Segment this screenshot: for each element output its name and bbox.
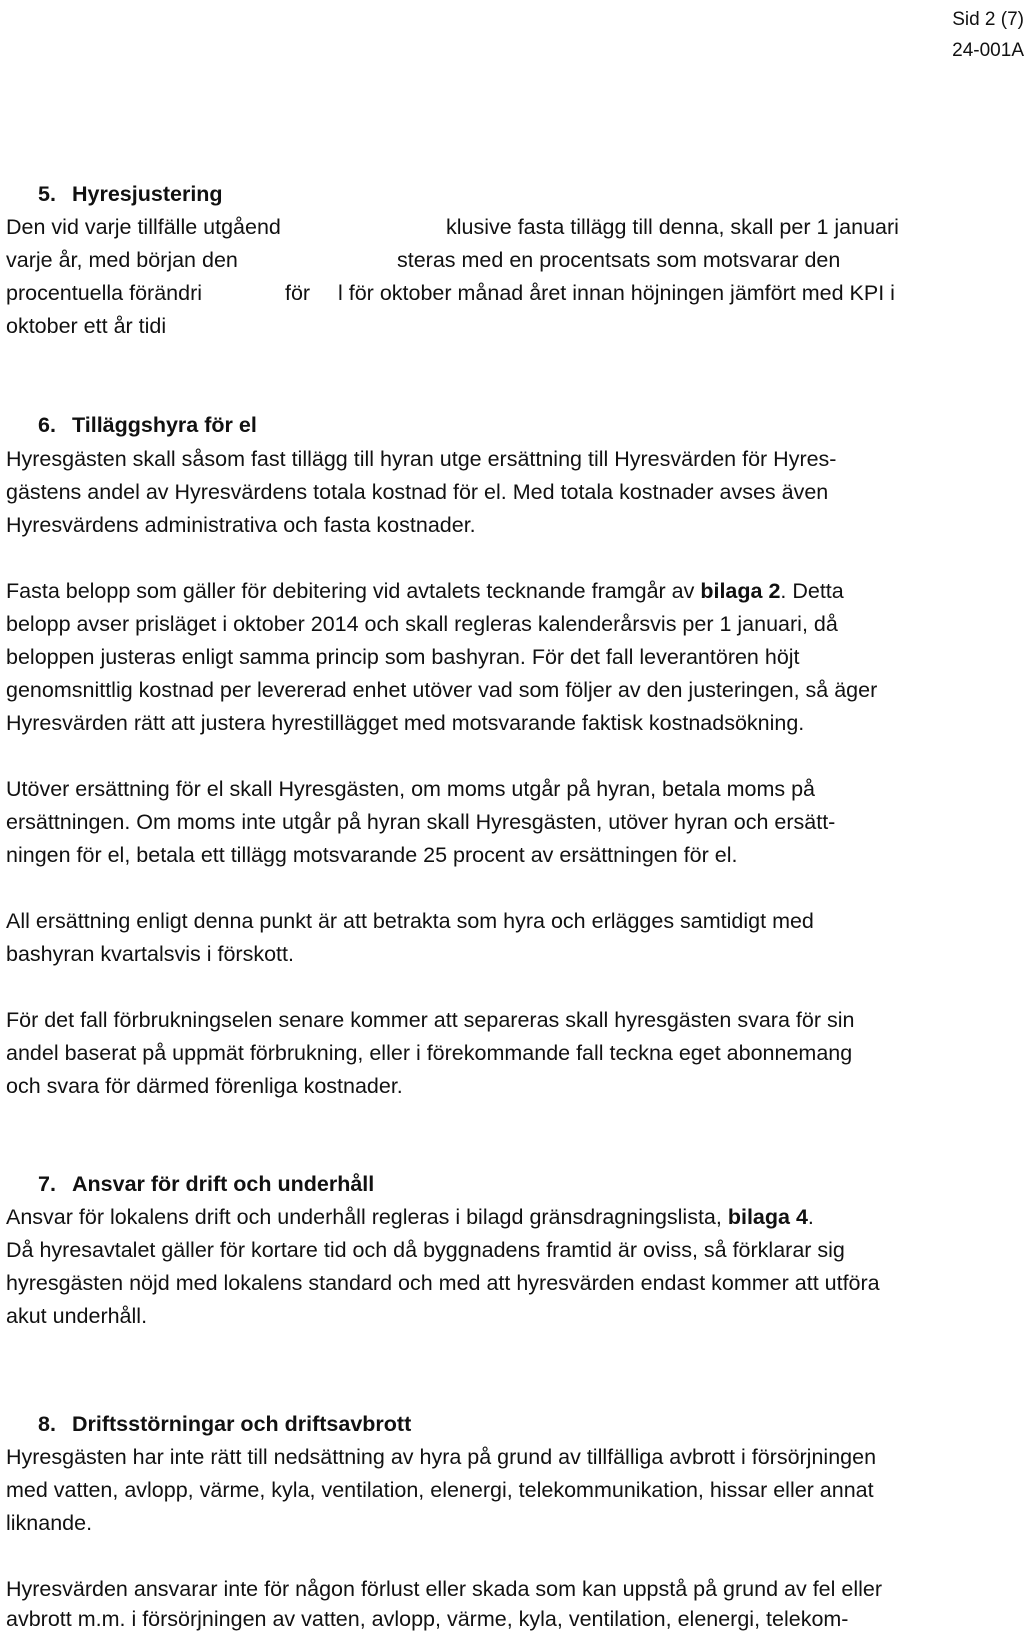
section-6-p5-line-3: och svara för därmed förenliga kostnader. xyxy=(6,1074,403,1098)
section-6-heading xyxy=(38,409,257,442)
section-6-p2-bilaga: bilaga 2 xyxy=(700,579,781,603)
section-8-p1-line-1: Hyresgästen har inte rätt till nedsättning av hyra på grund av tillfälliga avbrott i försörjningen xyxy=(6,1445,877,1469)
section-5-line-3b: för xyxy=(285,281,311,305)
section-7-title: Ansvar för drift och underhåll xyxy=(72,1172,375,1196)
section-7-text: Ansvar för lokalens drift och underhåll regleras i bilagd gränsdragningslista, xyxy=(6,1205,728,1229)
section-6-number: 6. xyxy=(38,413,56,437)
section-7-tail: . xyxy=(807,1205,814,1229)
page-number: Sid 2 (7) xyxy=(952,9,1024,30)
section-8-heading xyxy=(38,1408,411,1441)
section-5-line-2b: steras med en procentsats som motsvarar den xyxy=(397,248,841,272)
section-7-number: 7. xyxy=(38,1172,56,1196)
section-5-line-3a: procentuella förändri xyxy=(6,281,203,305)
document-reference: 24-001A xyxy=(952,40,1024,61)
section-5-line-4: oktober ett år tidi xyxy=(6,314,167,338)
section-6-p5-line-1: För det fall förbrukningselen senare kommer att separeras skall hyresgästen svara för sin xyxy=(6,1008,855,1032)
section-6-p3-line-3: ningen för el, betala ett tillägg motsvarande 25 procent av ersättningen för el. xyxy=(6,843,738,867)
page-header xyxy=(952,4,1024,66)
section-8-number: 8. xyxy=(38,1412,56,1436)
section-6-p1-line-1: Hyresgästen skall såsom fast tillägg till hyran utge ersättning till Hyresvärden för Hyres- xyxy=(6,447,837,471)
section-5-line-1a: Den vid varje tillfälle utgåend xyxy=(6,215,281,239)
section-6-p2-line-5: Hyresvärden rätt att justera hyrestillägget med motsvarande faktisk kostnadsökning. xyxy=(6,711,805,735)
section-5-title: Hyresjustering xyxy=(72,182,223,206)
section-6-p5-line-2: andel baserat på uppmät förbrukning, eller i förekommande fall teckna eget abonnemang xyxy=(6,1041,853,1065)
section-8-p1-line-2: med vatten, avlopp, värme, kyla, ventilation, elenergi, telekommunikation, hissar eller annat xyxy=(6,1478,874,1502)
section-6-p1-line-3: Hyresvärdens administrativa och fasta kostnader. xyxy=(6,513,476,537)
section-7-heading xyxy=(38,1168,374,1201)
section-6-p2-line-1 xyxy=(6,575,844,608)
section-6-p4-line-1: All ersättning enligt denna punkt är att betrakta som hyra och erlägges samtidigt med xyxy=(6,909,814,933)
section-6-p2-tail: . Detta xyxy=(780,579,844,603)
section-6-p3-line-2: ersättningen. Om moms inte utgår på hyran skall Hyresgästen, utöver hyran och ersätt- xyxy=(6,810,836,834)
section-8-title: Driftsstörningar och driftsavbrott xyxy=(72,1412,412,1436)
section-6-p3-line-1: Utöver ersättning för el skall Hyresgästen, om moms utgår på hyran, betala moms på xyxy=(6,777,815,801)
section-7-line-3: hyresgästen nöjd med lokalens standard och med att hyresvärden endast kommer att utföra xyxy=(6,1271,880,1295)
section-7-line-1 xyxy=(6,1201,814,1234)
section-6-p4-line-2: bashyran kvartalsvis i förskott. xyxy=(6,942,294,966)
section-6-p2-text: Fasta belopp som gäller för debitering vid avtalets tecknande framgår av xyxy=(6,579,701,603)
section-6-title: Tilläggshyra för el xyxy=(72,413,257,437)
section-6-p2-line-3: beloppen justeras enligt samma princip som bashyran. För det fall leverantören höjt xyxy=(6,645,800,669)
section-5-line-1b: klusive fasta tillägg till denna, skall per 1 januari xyxy=(446,215,899,239)
section-5-line-3c: l för oktober månad året innan höjningen jämfört med KPI i xyxy=(338,281,895,305)
section-8-p1-line-3: liknande. xyxy=(6,1511,93,1535)
section-6-p1-line-2: gästens andel av Hyresvärdens totala kostnad för el. Med totala kostnader avses även xyxy=(6,480,829,504)
section-6-p2-line-4: genomsnittlig kostnad per levererad enhet utöver vad som följer av den justeringen, så äger xyxy=(6,678,878,702)
section-5-heading xyxy=(38,178,223,211)
section-8-p2-line-2: avbrott m.m. i försörjningen av vatten, avlopp, värme, kyla, ventilation, elenergi, telekom- xyxy=(6,1607,849,1631)
section-6-p2-line-2: belopp avser prisläget i oktober 2014 och skall regleras kalenderårsvis per 1 januari, då xyxy=(6,612,838,636)
section-5-line-2a: varje år, med början den xyxy=(6,248,238,272)
section-7-bilaga: bilaga 4 xyxy=(727,1205,808,1229)
section-7-line-4: akut underhåll. xyxy=(6,1304,148,1328)
section-5-number: 5. xyxy=(38,182,56,206)
section-8-p2-line-1: Hyresvärden ansvarar inte för någon förlust eller skada som kan uppstå på grund av fel eller xyxy=(6,1577,882,1601)
section-7-line-2: Då hyresavtalet gäller för kortare tid och då byggnadens framtid är oviss, så förklarar sig xyxy=(6,1238,845,1262)
